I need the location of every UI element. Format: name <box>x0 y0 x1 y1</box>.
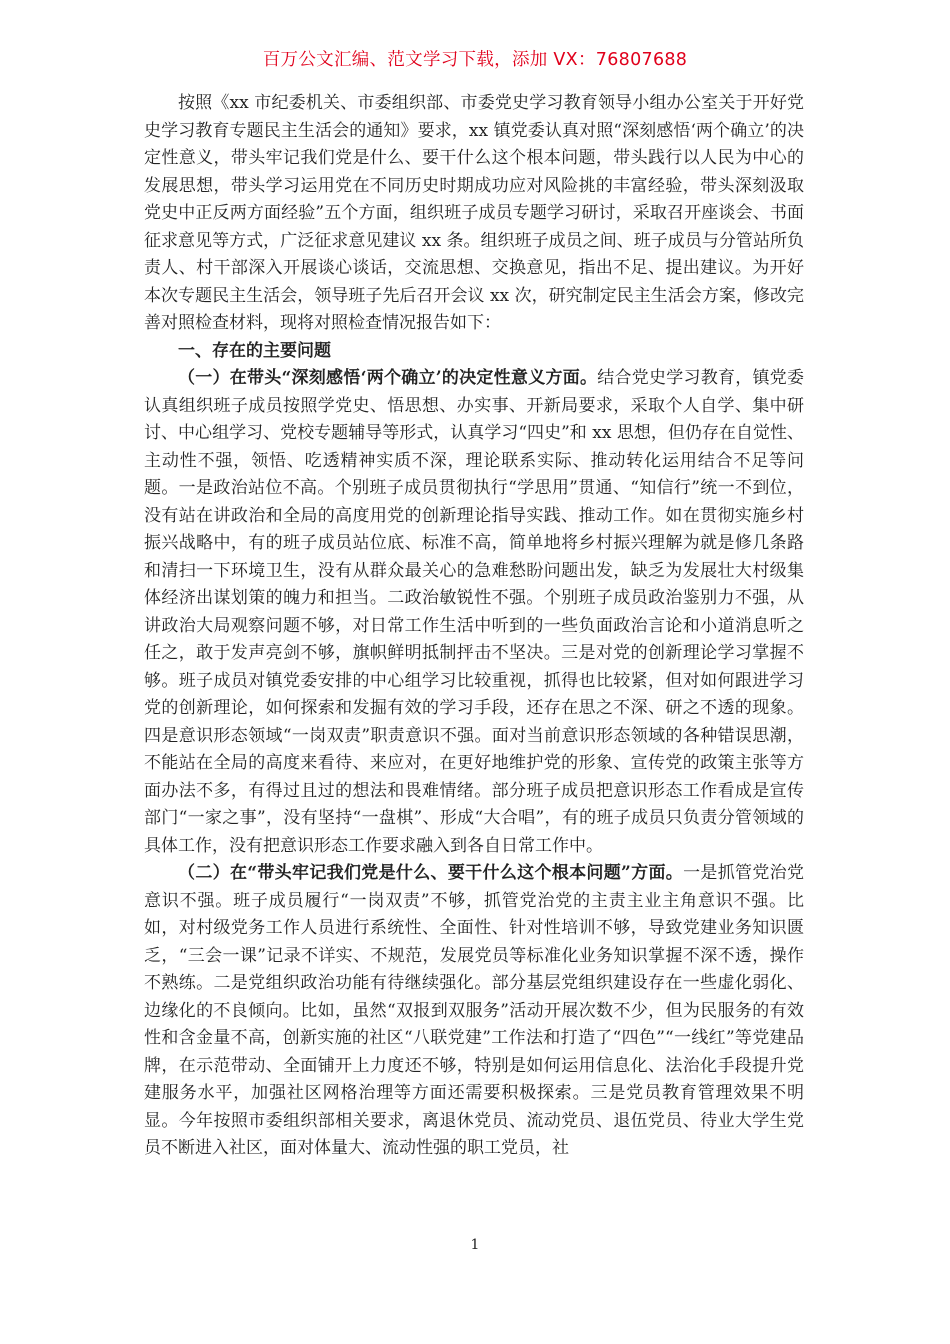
document-body <box>144 90 804 1163</box>
subsection-1-body: 结合党史学习教育，镇党委认真组织班子成员按照学党史、悟思想、办实事、开新局要求，采取个人自学、集中研讨、中心组学习、党校专题辅导等形式，认真学习“四史”和 xx 思想，但仍存在自觉性、主动性不强，领悟、吃透精神实质不深，理论联系实际、推动转化运用结合不足等问题。一是政治站位不高。个别班子成员贯彻执行“学思用”贯通、“知信行”统一不到位，没有站在讲政治和全局的高度用党的创新理论指导实践、推动工作。如在贯彻实施乡村振兴战略中，有的班子成员站位底、标准不高，简单地将乡村振兴理解为就是修几条路和清扫一下环境卫生，没有从群众最关心的急难愁盼问题出发，缺乏为发展壮大村级集体经济出谋划策的魄力和担当。二政治敏锐性不强。个别班子成员政治鉴别力不强，从讲政治大局观察问题不够，对日常工作生活中听到的一些负面政治言论和小道消息听之任之，敢于发声亮剑不够，旗帜鲜明抵制抨击不坚决。三是对党的创新理论学习掌握不够。班子成员对镇党委安排的中心组学习比较重视，抓得也比较紧，但对如何跟进学习党的创新理论，如何探索和发掘有效的学习手段，还存在思之不深、研之不透的现象。四是意识形态领域“一岗双责”职责意识不强。面对当前意识形态领域的各种错误思潮，不能站在全局的高度来看待、来应对，在更好地维护党的形象、宣传党的政策主张等方面办法不多，有得过且过的想法和畏难情绪。部分班子成员把意识形态工作看成是宣传部门“一家之事”，没有坚持“一盘棋”、形成“大合唱”，有的班子成员只负责分管领域的具体工作，没有把意识形态工作要求融入到各自日常工作中。 <box>144 368 804 856</box>
subsection-2-body: 一是抓管党治党意识不强。班子成员履行“一岗双责”不够，抓管党治党的主责主业主角意识不强。比如，对村级党务工作人员进行系统性、全面性、针对性培训不够，导致党建业务知识匮乏，“三会一课”记录不详实、不规范，发展党员等标准化业务知识掌握不深不透，操作不熟练。二是党组织政治功能有待继续强化。部分基层党组织建设存在一些虚化弱化、边缘化的不良倾向。比如，虽然“双报到双服务”活动开展次数不少，但为民服务的有效性和含金量不高，创新实施的社区“八联党建”工作法和打造了“四色”“一线红”等党建品牌，在示范带动、全面铺开上力度还不够，特别是如何运用信息化、法治化手段提升党建服务水平，加强社区网格治理等方面还需要积极探索。三是党员教育管理效果不明显。今年按照市委组织部相关要求，离退休党员、流动党员、退伍党员、待业大学生党员不断进入社区，面对体量大、流动性强的职工党员，社 <box>144 863 804 1158</box>
promo-banner: 百万公文汇编、范文学习下载，添加 VX：76807688 <box>262 50 688 70</box>
subsection-2-heading: （二）在“带头牢记我们党是什么、要干什么这个根本问题”方面。 <box>178 863 684 883</box>
subsection-1-heading: （一）在带头“深刻感悟‘两个确立’的决定性意义方面。 <box>178 368 598 388</box>
page-number: 1 <box>470 1237 480 1253</box>
section-heading: 一、存在的主要问题 <box>178 340 331 361</box>
subsection-2-paragraph <box>144 860 804 1163</box>
subsection-1-paragraph <box>144 365 804 860</box>
intro-paragraph: 按照《xx 市纪委机关、市委组织部、市委党史学习教育领导小组办公室关于开好党史学习教育专题民主生活会的通知》要求，xx 镇党委认真对照“深刻感悟‘两个确立’的决定性意义，带头牢记我们党是什么、要干什么这个根本问题，带头践行以人民为中心的发展思想，带头学习运用党在不同历史时期成功应对风险挑的丰富经验，带头深刻汲取党史中正反两方面经验”五个方面，组织班子成员专题学习研讨，采取召开座谈会、书面征求意见等方式，广泛征求意见建议 xx 条。组织班子成员之间、班子成员与分管站所负责人、村干部深入开展谈心谈话，交流思想、交换意见，指出不足、提出建议。为开好本次专题民主生活会，领导班子先后召开会议 xx 次，研究制定民主生活会方案，修改完善对照检查材料，现将对照检查情况报告如下： <box>144 93 804 333</box>
